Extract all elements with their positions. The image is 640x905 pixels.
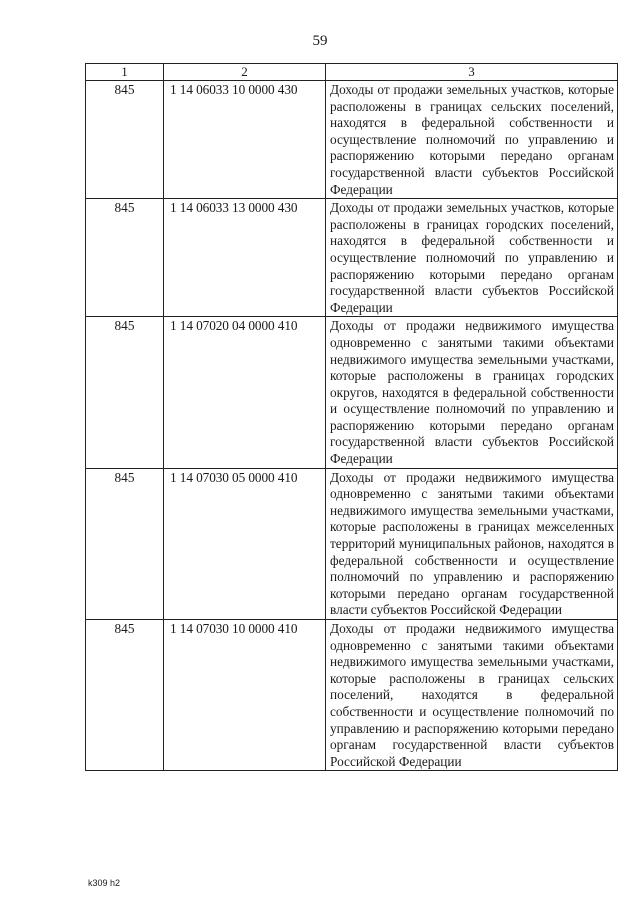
admin-code-cell: 845 [86,199,164,317]
column-header-3: 3 [326,64,618,81]
table-row [86,468,618,619]
page-number: 59 [312,33,328,49]
revenue-codes-table [85,63,618,771]
revenue-code-cell: 1 14 07020 04 0000 410 [164,317,326,468]
description-cell: Доходы от продажи земельных участков, которые расположены в границах сельских поселений, находятся в федеральной собственности и осуществление полномочий по управлению и распоряжению которыми передано органам государственной власти субъектов Российской Федерации [326,81,618,199]
admin-code-cell: 845 [86,81,164,199]
description-cell: Доходы от продажи недвижимого имущества одновременно с занятыми такими объектами недвижимого имущества земельными участками, которые расположены в границах межселенных территорий муниципальных районов, находятся в федеральной собственности и осуществление полномочий по управлению и распоряжению которыми передано органам государственной власти субъектов Российской Федерации [326,468,618,619]
table-row [86,317,618,468]
column-header-2: 2 [164,64,326,81]
table-header-row [86,64,618,81]
column-header-1: 1 [86,64,164,81]
revenue-code-cell: 1 14 07030 05 0000 410 [164,468,326,619]
admin-code-cell: 845 [86,620,164,771]
description-cell: Доходы от продажи земельных участков, которые расположены в границах городских поселений, находятся в федеральной собственности и осуществление полномочий по управлению и распоряжению которыми передано органам государственной власти субъектов Российской Федерации [326,199,618,317]
table-row [86,620,618,771]
admin-code-cell: 845 [86,317,164,468]
footer-document-code: k309 h2 [88,878,121,888]
table-row [86,81,618,199]
table-row [86,199,618,317]
description-cell: Доходы от продажи недвижимого имущества одновременно с занятыми такими объектами недвижимого имущества земельными участками, которые расположены в границах городских округов, находятся в федеральной собственности и осуществление полномочий по управлению и распоряжению которыми передано органам государственной власти субъектов Российской Федерации [326,317,618,468]
revenue-code-cell: 1 14 06033 10 0000 430 [164,81,326,199]
admin-code-cell: 845 [86,468,164,619]
revenue-code-cell: 1 14 07030 10 0000 410 [164,620,326,771]
revenue-code-cell: 1 14 06033 13 0000 430 [164,199,326,317]
description-cell: Доходы от продажи недвижимого имущества одновременно с занятыми такими объектами недвижимого имущества земельными участками, которые расположены в границах сельских поселений, находятся в федеральной собственности и осуществление полномочий по управлению и распоряжению которыми передано органам государственной власти субъектов Российской Федерации [326,620,618,771]
